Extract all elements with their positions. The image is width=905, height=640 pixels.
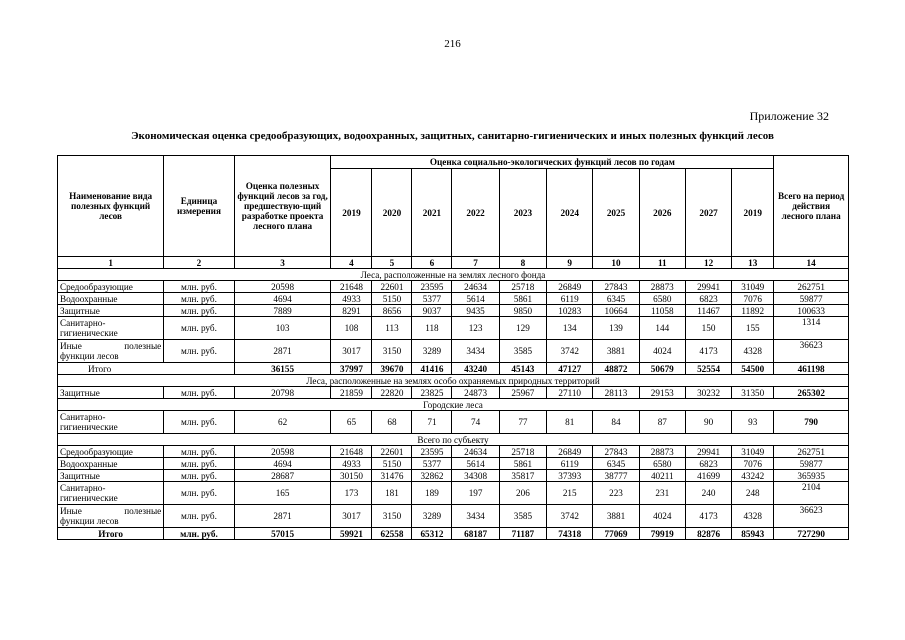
row-year-value: 10664 bbox=[593, 305, 639, 317]
summary-year-value: 43240 bbox=[452, 363, 499, 375]
summary-unit: млн. руб. bbox=[164, 528, 234, 540]
summary-year-value: 50679 bbox=[639, 363, 685, 375]
row-unit: млн. руб. bbox=[164, 317, 234, 340]
row-total: 365935 bbox=[774, 470, 849, 482]
row-base-value: 62 bbox=[234, 411, 331, 434]
section-row bbox=[58, 269, 849, 281]
row-year-value: 25967 bbox=[499, 387, 546, 399]
summary-base-value: 36155 bbox=[234, 363, 331, 375]
summary-base-value: 57015 bbox=[234, 528, 331, 540]
row-year-value: 31049 bbox=[732, 281, 774, 293]
row-year-value: 144 bbox=[639, 317, 685, 340]
row-year-value: 11058 bbox=[639, 305, 685, 317]
header-year: 2020 bbox=[372, 169, 412, 257]
column-number: 1 bbox=[58, 257, 164, 269]
row-year-value: 24873 bbox=[452, 387, 499, 399]
header-year: 2023 bbox=[499, 169, 546, 257]
summary-year-value: 65312 bbox=[412, 528, 452, 540]
summary-year-value: 62558 bbox=[372, 528, 412, 540]
summary-year-value: 74318 bbox=[547, 528, 593, 540]
row-year-value: 5861 bbox=[499, 458, 546, 470]
row-unit: млн. руб. bbox=[164, 482, 234, 505]
appendix-label: Приложение 32 bbox=[749, 109, 829, 123]
summary-year-value: 71187 bbox=[499, 528, 546, 540]
row-name: Защитные bbox=[58, 387, 164, 399]
row-total: 2104 bbox=[774, 482, 849, 505]
row-total: 36623 bbox=[774, 340, 849, 363]
row-year-value: 87 bbox=[639, 411, 685, 434]
row-name bbox=[58, 411, 164, 434]
column-number: 8 bbox=[499, 257, 546, 269]
forest-functions-table bbox=[57, 155, 849, 540]
header-years-group: Оценка социально-экологических функций лесов по годам bbox=[331, 156, 774, 169]
row-year-value: 28113 bbox=[593, 387, 639, 399]
header-year: 2021 bbox=[412, 169, 452, 257]
summary-year-value: 52554 bbox=[685, 363, 731, 375]
row-year-value: 206 bbox=[499, 482, 546, 505]
row-base-value: 4694 bbox=[234, 293, 331, 305]
table-row bbox=[58, 446, 849, 458]
row-name: Средообразующие bbox=[58, 281, 164, 293]
row-year-value: 215 bbox=[547, 482, 593, 505]
row-year-value: 21648 bbox=[331, 446, 372, 458]
summary-year-value: 85943 bbox=[732, 528, 774, 540]
row-year-value: 25718 bbox=[499, 446, 546, 458]
row-name: Средообразующие bbox=[58, 446, 164, 458]
row-name-word: Иные bbox=[60, 506, 82, 516]
summary-row bbox=[58, 528, 849, 540]
row-year-value: 31049 bbox=[732, 446, 774, 458]
row-year-value: 81 bbox=[547, 411, 593, 434]
section-row bbox=[58, 399, 849, 411]
header-total: Всего на период действия лесного плана bbox=[774, 156, 849, 257]
row-year-value: 181 bbox=[372, 482, 412, 505]
column-number: 7 bbox=[452, 257, 499, 269]
row-name: Водоохранные bbox=[58, 458, 164, 470]
row-base-value: 2871 bbox=[234, 505, 331, 528]
section-title: Леса, расположенные на землях особо охраняемых природных территорий bbox=[58, 375, 849, 387]
row-year-value: 173 bbox=[331, 482, 372, 505]
row-year-value: 27843 bbox=[593, 446, 639, 458]
row-year-value: 139 bbox=[593, 317, 639, 340]
row-year-value: 23595 bbox=[412, 446, 452, 458]
row-year-value: 118 bbox=[412, 317, 452, 340]
row-year-value: 4328 bbox=[732, 340, 774, 363]
column-numbers-row bbox=[58, 257, 849, 269]
row-name-line: гигиенические bbox=[60, 493, 118, 503]
row-year-value: 150 bbox=[685, 317, 731, 340]
row-year-value: 93 bbox=[732, 411, 774, 434]
row-year-value: 26849 bbox=[547, 281, 593, 293]
row-base-value: 103 bbox=[234, 317, 331, 340]
row-year-value: 37393 bbox=[547, 470, 593, 482]
row-year-value: 6580 bbox=[639, 293, 685, 305]
table-row bbox=[58, 470, 849, 482]
row-year-value: 40211 bbox=[639, 470, 685, 482]
row-year-value: 84 bbox=[593, 411, 639, 434]
row-year-value: 9037 bbox=[412, 305, 452, 317]
column-number: 9 bbox=[547, 257, 593, 269]
table-row bbox=[58, 505, 849, 528]
summary-year-value: 54500 bbox=[732, 363, 774, 375]
row-year-value: 21859 bbox=[331, 387, 372, 399]
summary-year-value: 39670 bbox=[372, 363, 412, 375]
header-unit: Единица измерения bbox=[164, 156, 234, 257]
row-year-value: 3150 bbox=[372, 340, 412, 363]
row-year-value: 30232 bbox=[685, 387, 731, 399]
row-year-value: 22601 bbox=[372, 281, 412, 293]
section-row bbox=[58, 375, 849, 387]
column-number: 13 bbox=[732, 257, 774, 269]
row-year-value: 134 bbox=[547, 317, 593, 340]
row-year-value: 6823 bbox=[685, 458, 731, 470]
row-year-value: 68 bbox=[372, 411, 412, 434]
row-base-value: 165 bbox=[234, 482, 331, 505]
row-name-word: полезные bbox=[124, 506, 162, 516]
row-name-line: гигиенические bbox=[60, 328, 118, 338]
row-name bbox=[58, 505, 164, 528]
row-year-value: 248 bbox=[732, 482, 774, 505]
row-year-value: 23595 bbox=[412, 281, 452, 293]
header-year: 2022 bbox=[452, 169, 499, 257]
row-year-value: 11467 bbox=[685, 305, 731, 317]
row-unit: млн. руб. bbox=[164, 340, 234, 363]
row-base-value: 4694 bbox=[234, 458, 331, 470]
row-year-value: 3585 bbox=[499, 340, 546, 363]
column-number: 4 bbox=[331, 257, 372, 269]
row-year-value: 6119 bbox=[547, 458, 593, 470]
summary-name: Итого bbox=[58, 528, 164, 540]
row-year-value: 3289 bbox=[412, 505, 452, 528]
row-year-value: 3742 bbox=[547, 340, 593, 363]
table-row bbox=[58, 293, 849, 305]
row-year-value: 24634 bbox=[452, 446, 499, 458]
row-year-value: 231 bbox=[639, 482, 685, 505]
row-base-value: 20798 bbox=[234, 387, 331, 399]
row-year-value: 4173 bbox=[685, 505, 731, 528]
summary-year-value: 47127 bbox=[547, 363, 593, 375]
row-year-value: 5614 bbox=[452, 293, 499, 305]
row-total: 1314 bbox=[774, 317, 849, 340]
row-year-value: 28873 bbox=[639, 281, 685, 293]
row-unit: млн. руб. bbox=[164, 446, 234, 458]
row-name bbox=[58, 340, 164, 363]
row-year-value: 32862 bbox=[412, 470, 452, 482]
row-total: 790 bbox=[774, 411, 849, 434]
summary-row bbox=[58, 363, 849, 375]
row-year-value: 3017 bbox=[331, 340, 372, 363]
row-name-line: гигиенические bbox=[60, 422, 118, 432]
row-name-line: Санитарно- bbox=[60, 483, 106, 493]
row-base-value: 20598 bbox=[234, 446, 331, 458]
row-name-word: Иные bbox=[60, 341, 82, 351]
row-base-value: 2871 bbox=[234, 340, 331, 363]
row-year-value: 23825 bbox=[412, 387, 452, 399]
column-number: 12 bbox=[685, 257, 731, 269]
header-year: 2019 bbox=[331, 169, 372, 257]
summary-year-value: 77069 bbox=[593, 528, 639, 540]
row-year-value: 8656 bbox=[372, 305, 412, 317]
row-year-value: 189 bbox=[412, 482, 452, 505]
row-year-value: 7076 bbox=[732, 293, 774, 305]
row-year-value: 8291 bbox=[331, 305, 372, 317]
row-year-value: 123 bbox=[452, 317, 499, 340]
row-unit: млн. руб. bbox=[164, 305, 234, 317]
document-title: Экономическая оценка средообразующих, водоохранных, защитных, санитарно-гигиенических и иных полезных функций лесов bbox=[131, 130, 774, 142]
row-year-value: 9435 bbox=[452, 305, 499, 317]
header-year: 2025 bbox=[593, 169, 639, 257]
row-unit: млн. руб. bbox=[164, 293, 234, 305]
row-name bbox=[58, 482, 164, 505]
row-year-value: 129 bbox=[499, 317, 546, 340]
row-unit: млн. руб. bbox=[164, 458, 234, 470]
row-year-value: 90 bbox=[685, 411, 731, 434]
header-year: 2024 bbox=[547, 169, 593, 257]
summary-year-value: 82876 bbox=[685, 528, 731, 540]
row-unit: млн. руб. bbox=[164, 281, 234, 293]
row-year-value: 4933 bbox=[331, 458, 372, 470]
row-year-value: 71 bbox=[412, 411, 452, 434]
row-year-value: 3150 bbox=[372, 505, 412, 528]
row-year-value: 6345 bbox=[593, 458, 639, 470]
row-year-value: 43242 bbox=[732, 470, 774, 482]
summary-year-value: 48872 bbox=[593, 363, 639, 375]
column-number: 5 bbox=[372, 257, 412, 269]
row-total: 262751 bbox=[774, 446, 849, 458]
table-row bbox=[58, 281, 849, 293]
row-year-value: 29153 bbox=[639, 387, 685, 399]
row-year-value: 29941 bbox=[685, 446, 731, 458]
row-year-value: 5861 bbox=[499, 293, 546, 305]
row-total: 59877 bbox=[774, 458, 849, 470]
row-year-value: 34308 bbox=[452, 470, 499, 482]
row-year-value: 3289 bbox=[412, 340, 452, 363]
row-total: 262751 bbox=[774, 281, 849, 293]
table-row bbox=[58, 458, 849, 470]
row-name-line: Санитарно- bbox=[60, 412, 106, 422]
row-year-value: 7076 bbox=[732, 458, 774, 470]
row-year-value: 28873 bbox=[639, 446, 685, 458]
row-year-value: 113 bbox=[372, 317, 412, 340]
summary-name: Итого bbox=[58, 363, 235, 375]
row-year-value: 4328 bbox=[732, 505, 774, 528]
row-year-value: 108 bbox=[331, 317, 372, 340]
row-year-value: 5377 bbox=[412, 458, 452, 470]
row-name bbox=[58, 317, 164, 340]
row-unit: млн. руб. bbox=[164, 470, 234, 482]
table-row bbox=[58, 305, 849, 317]
row-year-value: 74 bbox=[452, 411, 499, 434]
header-year: 2027 bbox=[685, 169, 731, 257]
column-number: 10 bbox=[593, 257, 639, 269]
row-year-value: 21648 bbox=[331, 281, 372, 293]
row-year-value: 11892 bbox=[732, 305, 774, 317]
row-year-value: 65 bbox=[331, 411, 372, 434]
column-number: 14 bbox=[774, 257, 849, 269]
page-number: 216 bbox=[444, 38, 461, 50]
row-year-value: 5614 bbox=[452, 458, 499, 470]
table-row bbox=[58, 482, 849, 505]
row-year-value: 3881 bbox=[593, 505, 639, 528]
table-row bbox=[58, 387, 849, 399]
row-year-value: 155 bbox=[732, 317, 774, 340]
row-year-value: 197 bbox=[452, 482, 499, 505]
section-title: Всего по субъекту bbox=[58, 434, 849, 446]
section-title: Леса, расположенные на землях лесного фонда bbox=[58, 269, 849, 281]
table-header bbox=[58, 156, 849, 269]
table-row bbox=[58, 340, 849, 363]
row-year-value: 6119 bbox=[547, 293, 593, 305]
row-year-value: 3434 bbox=[452, 340, 499, 363]
summary-year-value: 59921 bbox=[331, 528, 372, 540]
row-year-value: 3434 bbox=[452, 505, 499, 528]
row-year-value: 6345 bbox=[593, 293, 639, 305]
summary-year-value: 37997 bbox=[331, 363, 372, 375]
section-row bbox=[58, 434, 849, 446]
row-year-value: 35817 bbox=[499, 470, 546, 482]
row-year-value: 3742 bbox=[547, 505, 593, 528]
row-year-value: 223 bbox=[593, 482, 639, 505]
row-year-value: 22820 bbox=[372, 387, 412, 399]
row-year-value: 30150 bbox=[331, 470, 372, 482]
row-year-value: 4173 bbox=[685, 340, 731, 363]
row-year-value: 27843 bbox=[593, 281, 639, 293]
row-unit: млн. руб. bbox=[164, 387, 234, 399]
row-year-value: 31350 bbox=[732, 387, 774, 399]
summary-year-value: 68187 bbox=[452, 528, 499, 540]
row-year-value: 77 bbox=[499, 411, 546, 434]
row-unit: млн. руб. bbox=[164, 411, 234, 434]
header-assessment: Оценка полезных функций лесов за год, предшествую-щий разработке проекта лесного плана bbox=[234, 156, 331, 257]
row-year-value: 4933 bbox=[331, 293, 372, 305]
row-year-value: 6823 bbox=[685, 293, 731, 305]
row-name-word: полезные bbox=[124, 341, 162, 351]
row-year-value: 25718 bbox=[499, 281, 546, 293]
row-name: Водоохранные bbox=[58, 293, 164, 305]
row-year-value: 240 bbox=[685, 482, 731, 505]
header-year: 2026 bbox=[639, 169, 685, 257]
summary-total: 727290 bbox=[774, 528, 849, 540]
section-title: Городские леса bbox=[58, 399, 849, 411]
column-number: 6 bbox=[412, 257, 452, 269]
row-year-value: 3585 bbox=[499, 505, 546, 528]
column-number: 3 bbox=[234, 257, 331, 269]
row-unit: млн. руб. bbox=[164, 505, 234, 528]
header-year: 2019 bbox=[732, 169, 774, 257]
row-year-value: 31476 bbox=[372, 470, 412, 482]
column-number: 11 bbox=[639, 257, 685, 269]
row-base-value: 28687 bbox=[234, 470, 331, 482]
row-total: 36623 bbox=[774, 505, 849, 528]
row-base-value: 7889 bbox=[234, 305, 331, 317]
summary-year-value: 41416 bbox=[412, 363, 452, 375]
table-row bbox=[58, 317, 849, 340]
row-name-line: функции лесов bbox=[60, 516, 119, 526]
row-year-value: 24634 bbox=[452, 281, 499, 293]
summary-total: 461198 bbox=[774, 363, 849, 375]
row-year-value: 4024 bbox=[639, 505, 685, 528]
row-total: 100633 bbox=[774, 305, 849, 317]
row-year-value: 9850 bbox=[499, 305, 546, 317]
row-year-value: 4024 bbox=[639, 340, 685, 363]
row-year-value: 26849 bbox=[547, 446, 593, 458]
row-year-value: 5150 bbox=[372, 293, 412, 305]
row-year-value: 29941 bbox=[685, 281, 731, 293]
table-body bbox=[58, 269, 849, 540]
row-total: 265302 bbox=[774, 387, 849, 399]
row-year-value: 5377 bbox=[412, 293, 452, 305]
summary-year-value: 79919 bbox=[639, 528, 685, 540]
row-name-line: функции лесов bbox=[60, 351, 119, 361]
row-name: Защитные bbox=[58, 470, 164, 482]
row-name-line: Санитарно- bbox=[60, 318, 106, 328]
row-year-value: 38777 bbox=[593, 470, 639, 482]
row-year-value: 3881 bbox=[593, 340, 639, 363]
row-base-value: 20598 bbox=[234, 281, 331, 293]
row-name-line bbox=[60, 341, 161, 351]
row-year-value: 3017 bbox=[331, 505, 372, 528]
row-year-value: 5150 bbox=[372, 458, 412, 470]
row-year-value: 6580 bbox=[639, 458, 685, 470]
row-name: Защитные bbox=[58, 305, 164, 317]
row-year-value: 10283 bbox=[547, 305, 593, 317]
header-name: Наименование вида полезных функций лесов bbox=[58, 156, 164, 257]
table-row bbox=[58, 411, 849, 434]
column-number: 2 bbox=[164, 257, 234, 269]
row-year-value: 22601 bbox=[372, 446, 412, 458]
row-name-line bbox=[60, 506, 161, 516]
row-year-value: 27110 bbox=[547, 387, 593, 399]
summary-year-value: 45143 bbox=[499, 363, 546, 375]
row-total: 59877 bbox=[774, 293, 849, 305]
row-year-value: 41699 bbox=[685, 470, 731, 482]
